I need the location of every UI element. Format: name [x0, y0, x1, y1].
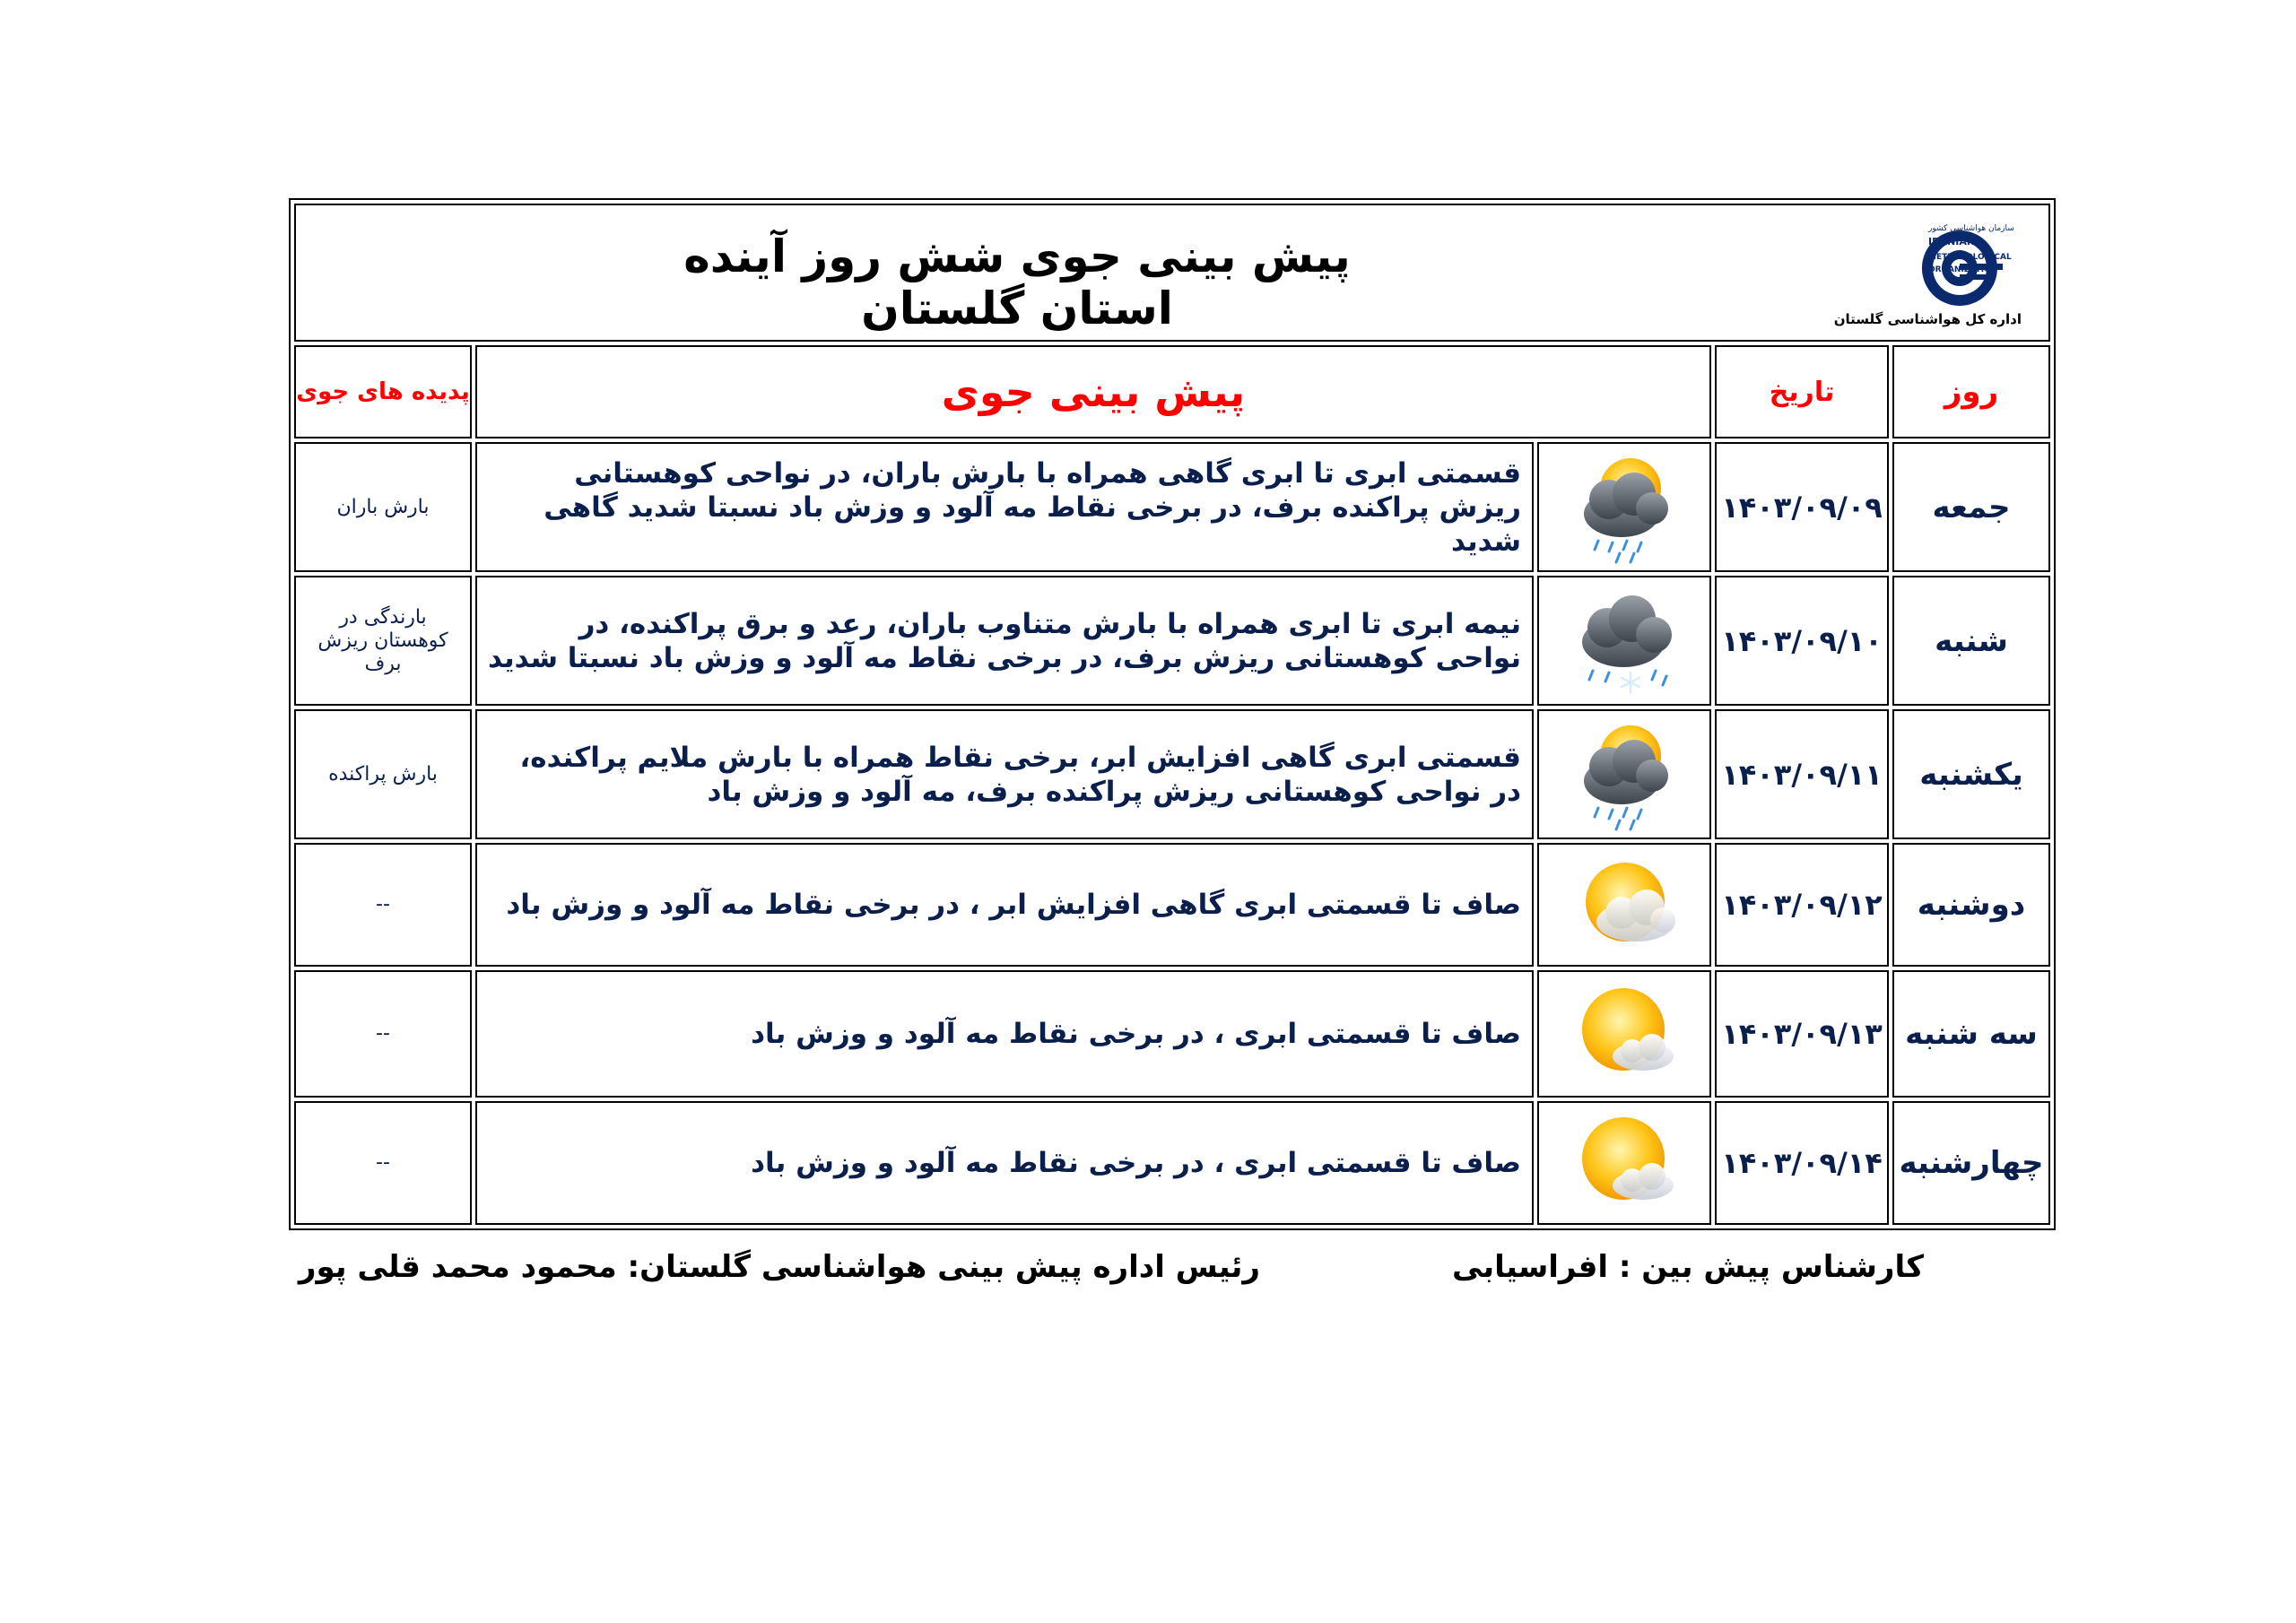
logo-org-en-2: METEOROLOGICAL [1928, 253, 2012, 262]
logo-org-fa: سازمان هواشناسی کشور [1928, 224, 2014, 233]
logo-caption: اداره کل هواشناسی گلستان [1833, 311, 2022, 327]
logo-org-en-1: IRANIAN [1928, 236, 1976, 247]
row-date: ۱۴۰۳/۰۹/۱۳ [1715, 970, 1889, 1098]
row-forecast-text: نیمه ابری تا ابری همراه با بارش متناوب باران، رعد و برق پراکنده، در نواحی کوهستانی ریزش برف، در برخی نقاط مه آلود و وزش باد نسبتا شدید [475, 576, 1534, 706]
column-header-date: تاریخ [1715, 345, 1889, 438]
column-header-phenomena: پدیده های جوی [294, 345, 472, 438]
row-date: ۱۴۰۳/۰۹/۱۱ [1715, 709, 1889, 839]
row-date: ۱۴۰۳/۰۹/۱۰ [1715, 576, 1889, 706]
page-title: پیش بینی جوی شش روز آینده استان گلستان [683, 230, 1351, 334]
table-row [294, 843, 2050, 967]
row-day: یکشنبه [1892, 709, 2050, 839]
row-phenomena: بارش باران [294, 442, 472, 572]
row-day: دوشنبه [1892, 843, 2050, 967]
logo-org-en-3: ORGANIZATION [1928, 265, 1998, 274]
column-header-day: روز [1892, 345, 2050, 438]
row-day: شنبه [1892, 576, 2050, 706]
partly-cloudy-rain-icon [1537, 709, 1711, 839]
table-row [294, 442, 2050, 572]
row-phenomena: بارش پراکنده [294, 709, 472, 839]
table-row [294, 709, 2050, 839]
sun-cloud-icon [1537, 843, 1711, 967]
row-date: ۱۴۰۳/۰۹/۱۲ [1715, 843, 1889, 967]
footer [0, 1249, 2296, 1303]
table-row [294, 576, 2050, 706]
row-day: چهارشنبه [1892, 1101, 2050, 1225]
row-day: جمعه [1892, 442, 2050, 572]
forecast-table [289, 198, 2056, 1230]
forecast-sheet [289, 198, 2052, 1230]
partly-cloudy-rain-icon [1537, 442, 1711, 572]
row-forecast-text: صاف تا قسمتی ابری گاهی افزایش ابر ، در برخی نقاط مه آلود و وزش باد [475, 843, 1534, 967]
row-forecast-text: قسمتی ابری گاهی افزایش ابر، برخی نقاط همراه با بارش ملایم پراکنده، در نواحی کوهستانی ریزش پراکنده برف، مه آلود و وزش باد [475, 709, 1534, 839]
title-banner [294, 204, 2050, 342]
table-row [294, 970, 2050, 1098]
sun-small-cloud-icon [1537, 970, 1711, 1098]
row-forecast-text: صاف تا قسمتی ابری ، در برخی نقاط مه آلود و وزش باد [475, 1101, 1534, 1225]
row-day: سه شنبه [1892, 970, 2050, 1098]
row-forecast-text: قسمتی ابری تا ابری گاهی همراه با بارش باران، در نواحی کوهستانی ریزش پراکنده برف، در برخی نقاط مه آلود و وزش باد نسبتا شدید گاهی شدید [475, 442, 1534, 572]
sun-small-cloud-icon [1537, 1101, 1711, 1225]
row-date: ۱۴۰۳/۰۹/۱۴ [1715, 1101, 1889, 1225]
column-header-forecast: پیش بینی جوی [475, 345, 1711, 438]
head-of-office-credit: رئیس اداره پیش بینی هواشناسی گلستان: محمود محمد قلی پور [298, 1249, 1260, 1285]
row-date: ۱۴۰۳/۰۹/۰۹ [1715, 442, 1889, 572]
table-row [294, 1101, 2050, 1225]
row-phenomena: بارندگی در کوهستان ریزش برف [294, 576, 472, 706]
row-phenomena: -- [294, 1101, 472, 1225]
row-phenomena: -- [294, 970, 472, 1098]
row-phenomena: -- [294, 843, 472, 967]
forecaster-credit: کارشناس پیش بین : افراسیابی [1452, 1249, 1924, 1285]
cloud-rain-snow-icon [1537, 576, 1711, 706]
row-forecast-text: صاف تا قسمتی ابری ، در برخی نقاط مه آلود و وزش باد [475, 970, 1534, 1098]
